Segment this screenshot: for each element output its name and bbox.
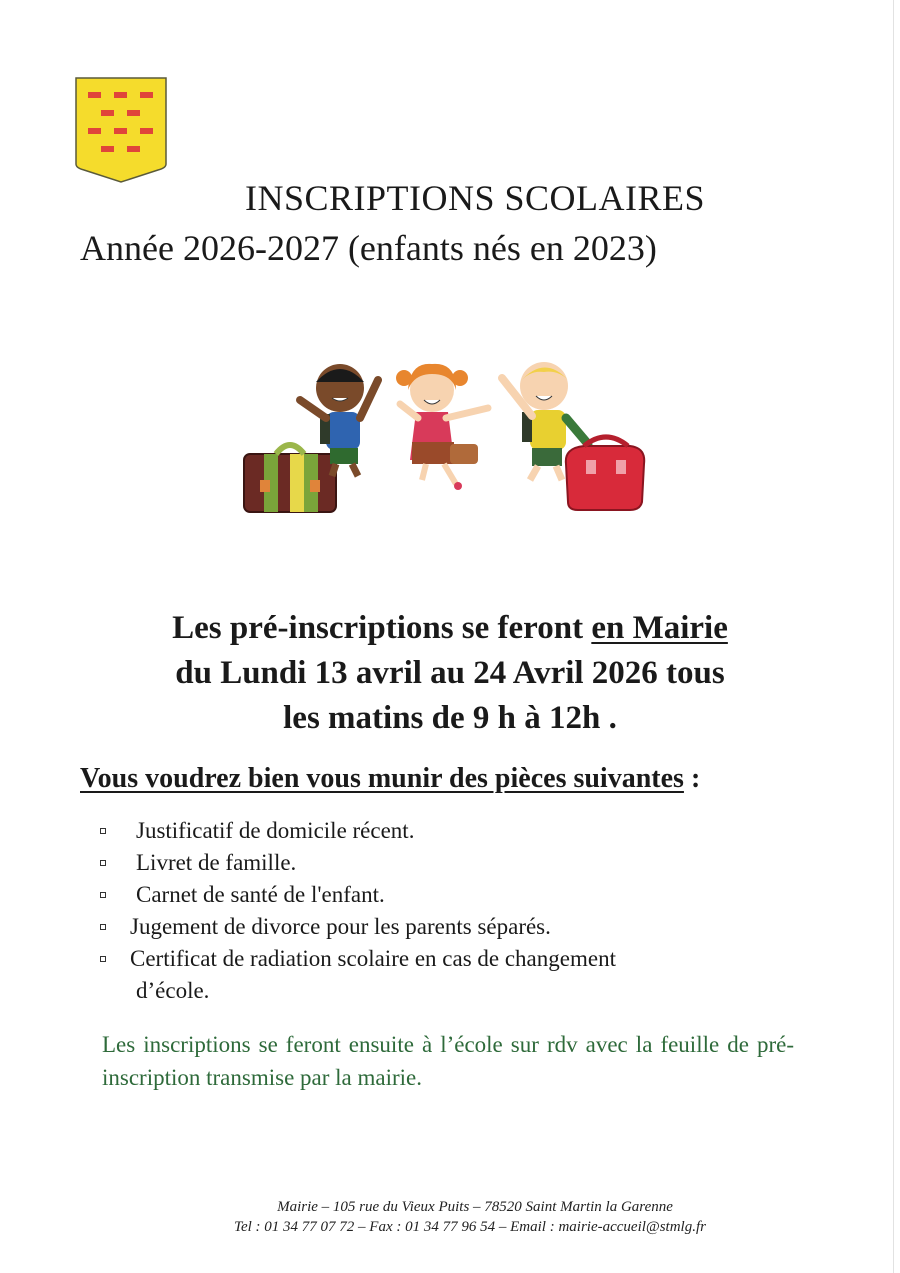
list-item: Justificatif de domicile récent. (100, 815, 795, 847)
requirements-list (100, 815, 795, 1007)
intro-line-3: les matins de 9 h à 12h . (283, 700, 617, 736)
checkbox-bullet-icon (100, 892, 106, 898)
satchel-icon (244, 445, 336, 512)
page-title: INSCRIPTIONS SCOLAIRES (244, 178, 706, 218)
footer-contact: Tel : 01 34 77 07 72 – Fax : 01 34 77 96 54 – Email : mairie-accueil@stmlg.fr (234, 1219, 706, 1235)
intro-line-1: Les pré-inscriptions se feront (172, 610, 592, 646)
list-item: Jugement de divorce pour les parents séparés. (100, 911, 795, 943)
scan-edge-divider (893, 0, 894, 1273)
intro-line-2: du Lundi 13 avril au 24 Avril 2026 tous (175, 655, 725, 691)
red-bag-icon (566, 437, 644, 510)
child-2-icon (396, 364, 488, 490)
requirements-heading: Vous voudrez bien vous munir des pièces suivantes : (80, 763, 701, 794)
town-crest-icon (74, 76, 168, 184)
pre-registration-info (0, 606, 900, 741)
footer-address: Mairie – 105 rue du Vieux Puits – 78520 Saint Martin la Garenne (277, 1199, 673, 1215)
page-subtitle: Année 2026-2027 (enfants nés en 2023) (80, 228, 657, 268)
checkbox-bullet-icon (100, 956, 106, 962)
school-registration-note: Les inscriptions se feront ensuite à l’école sur rdv avec la feuille de pré-inscription transmise par la mairie. (102, 1032, 794, 1090)
list-item: Carnet de santé de l'enfant. (100, 879, 795, 911)
checkbox-bullet-icon (100, 828, 106, 834)
checkbox-bullet-icon (100, 860, 106, 866)
intro-location: en Mairie (591, 610, 728, 646)
list-item: Livret de famille. (100, 847, 795, 879)
checkbox-bullet-icon (100, 924, 106, 930)
list-item: Certificat de radiation scolaire en cas de changement d’école. (100, 943, 795, 1007)
children-with-schoolbags-illustration (240, 352, 650, 524)
